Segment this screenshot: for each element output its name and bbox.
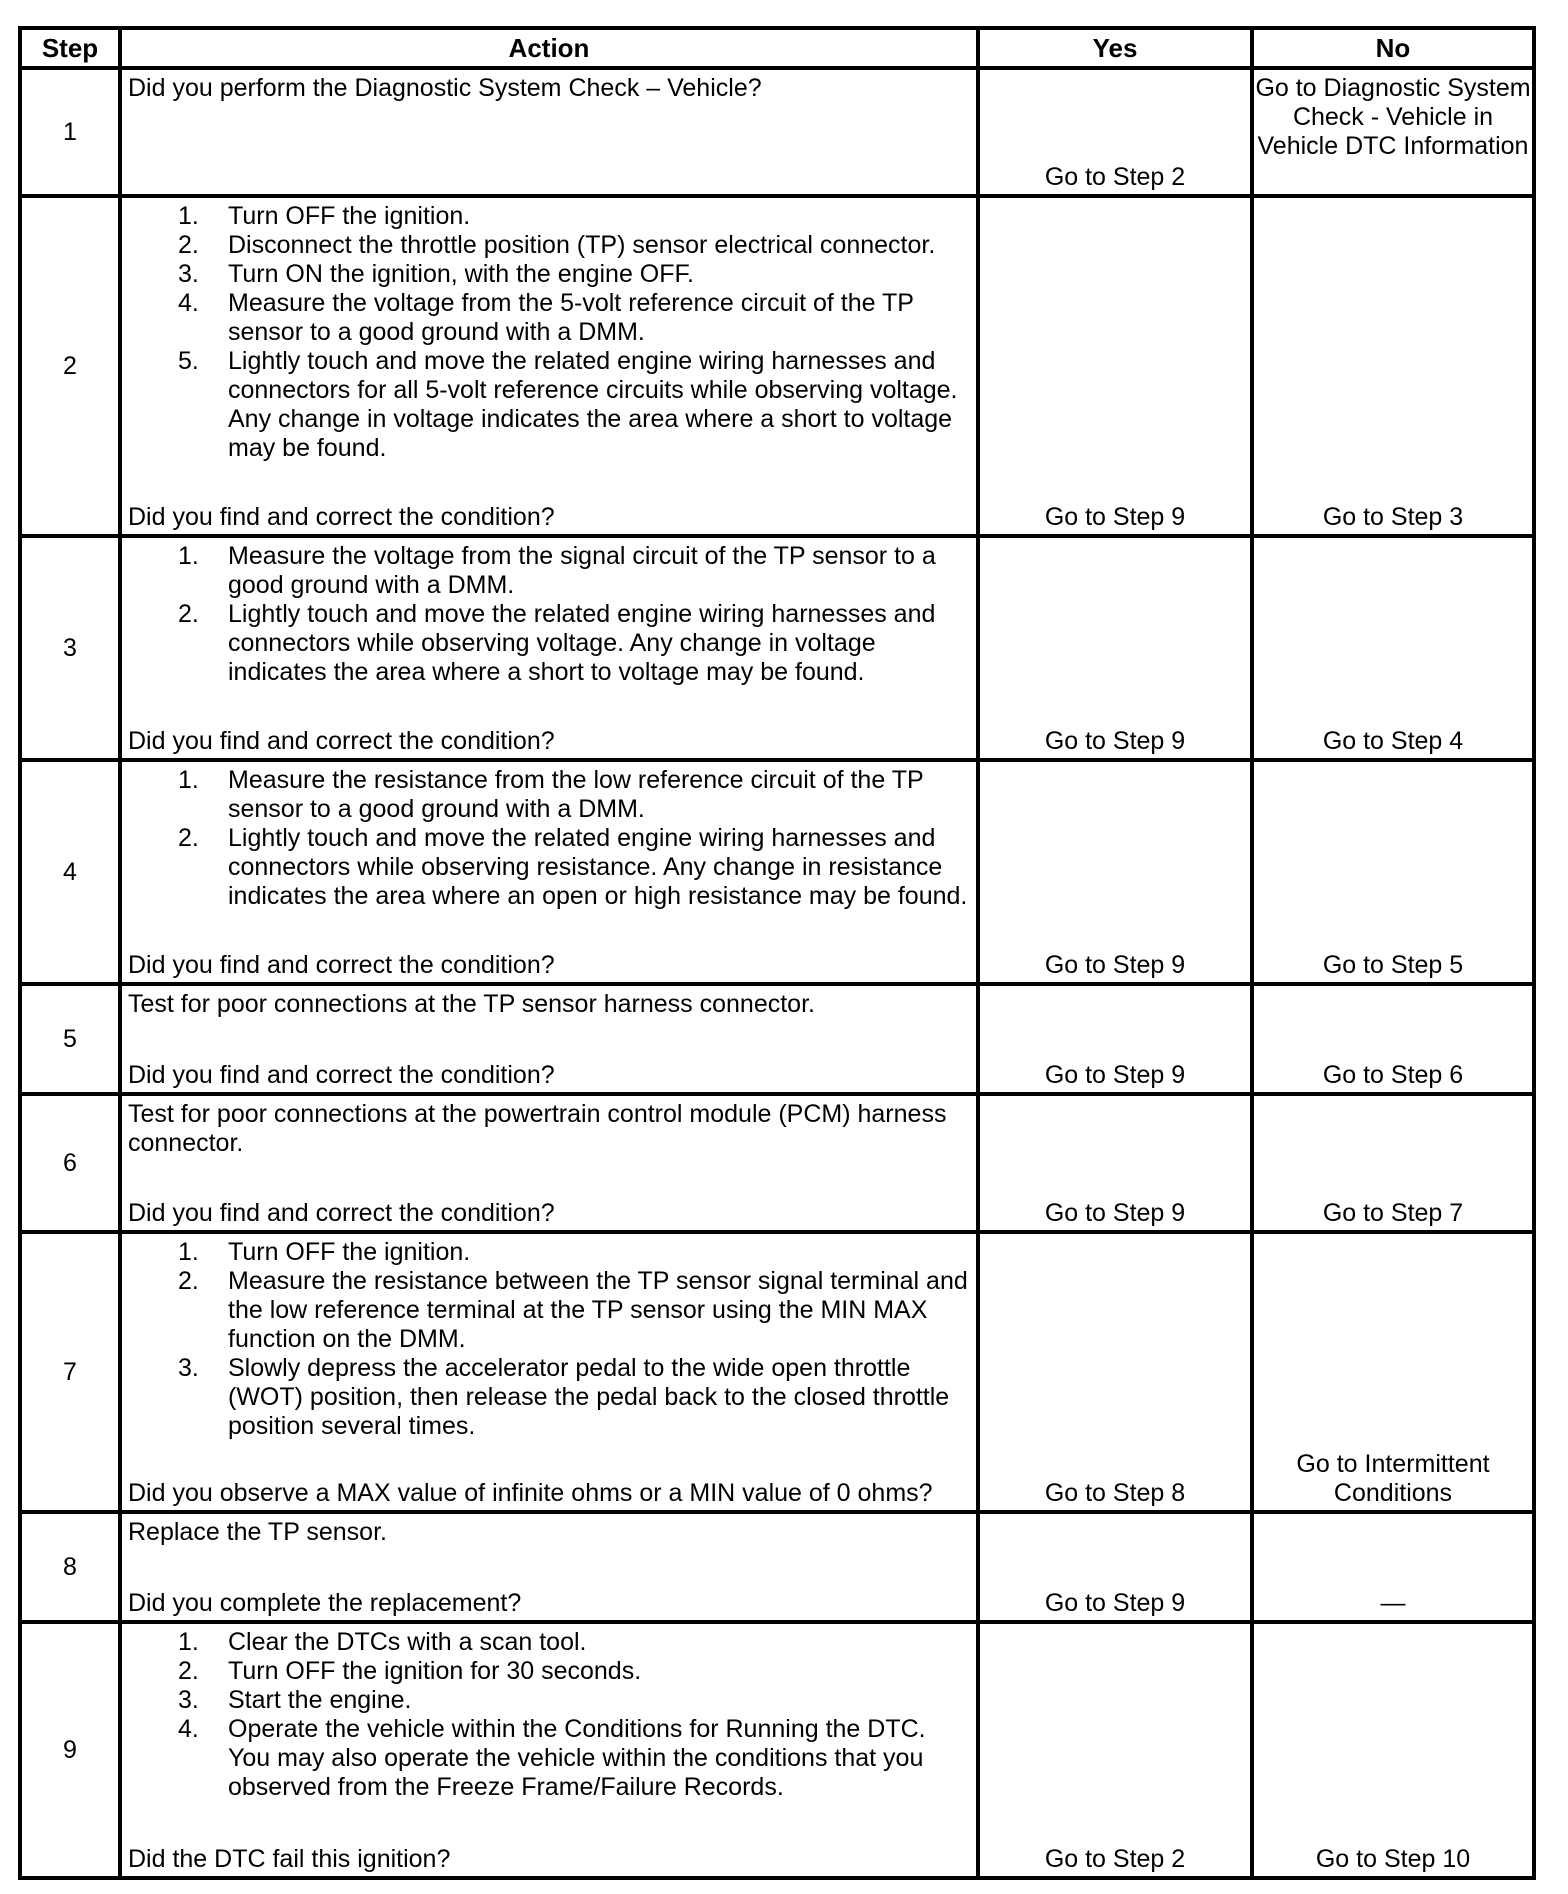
- action-steps-list: [128, 1238, 970, 1441]
- yes-result: Go to Step 9: [1044, 951, 1186, 979]
- yes-cell: [980, 1624, 1250, 1876]
- header-label: Step: [41, 32, 99, 63]
- no-result: Go to Step 3: [1322, 503, 1464, 531]
- action-steps-list: [128, 542, 970, 687]
- list-item-number: 5.: [178, 347, 199, 375]
- list-item-text: Measure the resistance from the low reference circuit of the TP sensor to a good ground with a DMM.: [228, 766, 924, 823]
- yes-result: Go to Step 9: [1044, 1061, 1186, 1089]
- list-item-number: 3.: [178, 260, 199, 288]
- action-cell: [122, 1514, 976, 1620]
- list-item-number: 1.: [178, 766, 199, 794]
- step-number: 9: [63, 1735, 77, 1764]
- yes-result: Go to Step 9: [1044, 503, 1186, 531]
- list-item: [128, 347, 970, 463]
- list-item-number: 2.: [178, 231, 199, 259]
- list-item-text: Start the engine.: [228, 1686, 412, 1714]
- list-item-number: 3.: [178, 1354, 199, 1382]
- table-border: [1532, 26, 1536, 1880]
- no-result: Go to Step 7: [1322, 1199, 1464, 1227]
- step-number-cell: [22, 986, 118, 1092]
- list-item-number: 4.: [178, 289, 199, 317]
- list-item-number: 1.: [178, 1238, 199, 1266]
- action-question: Did you find and correct the condition?: [128, 1061, 555, 1089]
- action-cell: [122, 538, 976, 758]
- column-header-action: [122, 30, 976, 66]
- table-border: [18, 1876, 1536, 1880]
- action-text: Test for poor connections at the TP sensor harness connector.: [128, 990, 815, 1018]
- no-result: Go to Diagnostic System Check - Vehicle in Vehicle DTC Information: [1255, 74, 1531, 160]
- list-item-text: Turn OFF the ignition.: [228, 1238, 471, 1266]
- no-cell: [1254, 1096, 1532, 1230]
- action-question: Did you observe a MAX value of infinite ohms or a MIN value of 0 ohms?: [128, 1479, 933, 1507]
- step-number-cell: [22, 198, 118, 534]
- list-item-text: Slowly depress the accelerator pedal to the wide open throttle (WOT) position, then release the pedal back to the closed throttle position several times.: [228, 1354, 950, 1440]
- list-item: [128, 824, 970, 911]
- list-item-text: Clear the DTCs with a scan tool.: [228, 1628, 587, 1656]
- list-item: [128, 289, 970, 347]
- list-item: [128, 1238, 970, 1267]
- list-item-text: Turn OFF the ignition for 30 seconds.: [228, 1657, 642, 1685]
- list-item: [128, 1686, 970, 1715]
- action-question: Did you complete the replacement?: [128, 1589, 522, 1617]
- action-question: Did you find and correct the condition?: [128, 1199, 555, 1227]
- list-item-number: 3.: [178, 1686, 199, 1714]
- step-number-cell: [22, 538, 118, 758]
- list-item-number: 2.: [178, 824, 199, 852]
- no-cell: [1254, 986, 1532, 1092]
- yes-cell: [980, 70, 1250, 194]
- action-question: Did you find and correct the condition?: [128, 727, 555, 755]
- list-item-text: Lightly touch and move the related engine wiring harnesses and connectors while observing resistance. Any change in resistance indicates the area where an open or high resistance may be found.: [228, 824, 968, 910]
- list-item-text: Lightly touch and move the related engine wiring harnesses and connectors for all 5-volt reference circuits while observing voltage. Any change in voltage indicates the area where a short to voltage may be found.: [228, 347, 958, 462]
- step-number: 8: [63, 1552, 77, 1581]
- step-number-cell: [22, 1624, 118, 1876]
- action-steps-list: [128, 202, 970, 463]
- list-item: [128, 202, 970, 231]
- list-item: [128, 1715, 970, 1802]
- yes-cell: [980, 1096, 1250, 1230]
- step-number: 1: [63, 117, 77, 146]
- list-item-text: Lightly touch and move the related engine wiring harnesses and connectors while observing voltage. Any change in voltage indicates the area where a short to voltage may be found.: [228, 600, 936, 686]
- no-result: Go to Intermittent Conditions: [1296, 1450, 1490, 1507]
- no-cell: [1254, 70, 1532, 194]
- yes-cell: [980, 986, 1250, 1092]
- yes-cell: [980, 198, 1250, 534]
- action-cell: [122, 70, 976, 194]
- action-text: Replace the TP sensor.: [128, 1518, 387, 1546]
- yes-result: Go to Step 8: [1044, 1479, 1186, 1507]
- no-result: —: [1380, 1589, 1406, 1617]
- step-number: 3: [63, 633, 77, 662]
- yes-cell: [980, 762, 1250, 982]
- yes-result: Go to Step 2: [1044, 1845, 1186, 1873]
- column-header-yes: [980, 30, 1250, 66]
- step-number-cell: [22, 70, 118, 194]
- yes-result: Go to Step 9: [1044, 1589, 1186, 1617]
- step-number-cell: [22, 1234, 118, 1510]
- list-item: [128, 1267, 970, 1354]
- no-result: Go to Step 5: [1322, 951, 1464, 979]
- list-item: [128, 1354, 970, 1441]
- action-text: Did you perform the Diagnostic System Check – Vehicle?: [128, 74, 762, 102]
- no-result: Go to Step 4: [1322, 727, 1464, 755]
- list-item: [128, 542, 970, 600]
- list-item-text: Disconnect the throttle position (TP) sensor electrical connector.: [228, 231, 936, 259]
- step-number-cell: [22, 1096, 118, 1230]
- list-item-number: 1.: [178, 202, 199, 230]
- yes-result: Go to Step 2: [1044, 163, 1186, 191]
- action-steps-list: [128, 1628, 970, 1802]
- step-number: 6: [63, 1148, 77, 1177]
- step-number: 5: [63, 1024, 77, 1053]
- list-item: [128, 1657, 970, 1686]
- yes-result: Go to Step 9: [1044, 727, 1186, 755]
- list-item: [128, 1628, 970, 1657]
- no-cell: [1254, 198, 1532, 534]
- header-label: No: [1375, 32, 1411, 63]
- list-item-number: 2.: [178, 600, 199, 628]
- list-item: [128, 600, 970, 687]
- list-item-text: Measure the voltage from the 5-volt reference circuit of the TP sensor to a good ground with a DMM.: [228, 289, 914, 346]
- yes-cell: [980, 1234, 1250, 1510]
- action-cell: [122, 1624, 976, 1876]
- action-cell: [122, 986, 976, 1092]
- no-cell: [1254, 1514, 1532, 1620]
- list-item-text: Turn OFF the ignition.: [228, 202, 471, 230]
- action-cell: [122, 762, 976, 982]
- action-text: Test for poor connections at the powertrain control module (PCM) harness connector.: [128, 1100, 947, 1157]
- no-cell: [1254, 1234, 1532, 1510]
- list-item-text: Measure the resistance between the TP sensor signal terminal and the low reference terminal at the TP sensor using the MIN MAX function on the DMM.: [228, 1267, 968, 1353]
- no-cell: [1254, 538, 1532, 758]
- list-item-text: Operate the vehicle within the Conditions for Running the DTC. You may also operate the vehicle within the conditions that you observed from the Freeze Frame/Failure Records.: [228, 1715, 926, 1801]
- no-cell: [1254, 762, 1532, 982]
- action-cell: [122, 198, 976, 534]
- action-question: Did the DTC fail this ignition?: [128, 1845, 451, 1873]
- step-number-cell: [22, 762, 118, 982]
- step-number: 4: [63, 857, 77, 886]
- header-label: Action: [508, 32, 590, 63]
- column-header-no: [1254, 30, 1532, 66]
- action-steps-list: [128, 766, 970, 911]
- list-item-number: 4.: [178, 1715, 199, 1743]
- action-question: Did you find and correct the condition?: [128, 503, 555, 531]
- list-item: [128, 260, 970, 289]
- list-item-text: Turn ON the ignition, with the engine OFF.: [228, 260, 694, 288]
- step-number: 2: [63, 351, 77, 380]
- list-item: [128, 766, 970, 824]
- no-result: Go to Step 6: [1322, 1061, 1464, 1089]
- list-item-number: 1.: [178, 542, 199, 570]
- list-item-number: 2.: [178, 1267, 199, 1295]
- list-item-number: 2.: [178, 1657, 199, 1685]
- column-header-step: [22, 30, 118, 66]
- list-item-number: 1.: [178, 1628, 199, 1656]
- list-item: [128, 231, 970, 260]
- header-label: Yes: [1092, 32, 1138, 63]
- no-cell: [1254, 1624, 1532, 1876]
- action-question: Did you find and correct the condition?: [128, 951, 555, 979]
- yes-result: Go to Step 9: [1044, 1199, 1186, 1227]
- yes-cell: [980, 1514, 1250, 1620]
- step-number-cell: [22, 1514, 118, 1620]
- no-result: Go to Step 10: [1315, 1845, 1471, 1873]
- yes-cell: [980, 538, 1250, 758]
- list-item-text: Measure the voltage from the signal circuit of the TP sensor to a good ground with a DMM.: [228, 542, 936, 599]
- action-cell: [122, 1096, 976, 1230]
- action-cell: [122, 1234, 976, 1510]
- step-number: 7: [63, 1357, 77, 1386]
